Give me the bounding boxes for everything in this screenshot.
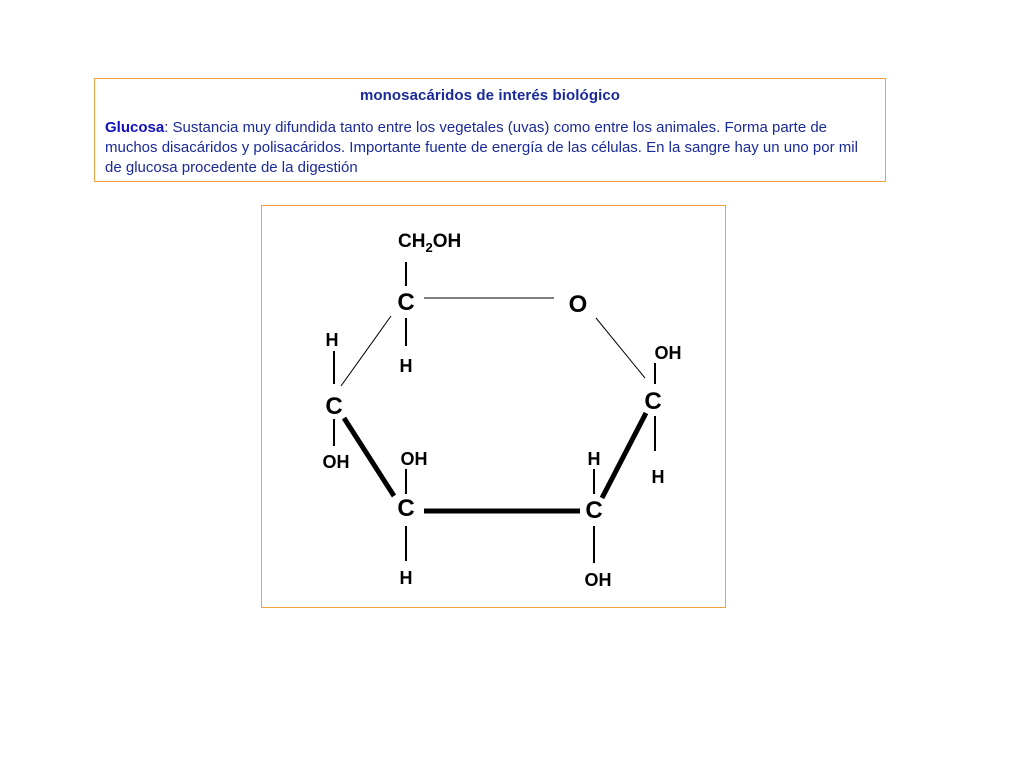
h1-label: H xyxy=(651,467,665,487)
c3-label: C xyxy=(397,495,415,522)
oh4-label: OH xyxy=(322,452,350,472)
info-box xyxy=(94,78,886,182)
h2-label: H xyxy=(587,449,601,469)
glucose-description: : Sustancia muy difundida tanto entre los vegetales (uvas) como entre los animales. Forma parte de muchos disacáridos y polisacáridos. Importante fuente de energía de las células. En la sangre hay un uno por mil de glucosa procedente de la digestión xyxy=(105,119,858,176)
c1-label: C xyxy=(644,388,662,415)
ring-oxygen-label: O xyxy=(568,291,588,318)
info-text xyxy=(105,118,873,178)
bond-c5-c4 xyxy=(341,316,391,386)
c2-label: C xyxy=(585,497,603,524)
glucose-structure-diagram xyxy=(261,205,726,608)
glucose-term: Glucosa xyxy=(105,119,165,136)
h3-label: H xyxy=(399,568,413,588)
oh3-label: OH xyxy=(400,449,428,469)
h5-label: H xyxy=(399,356,413,376)
bond-c2-c1 xyxy=(602,413,646,498)
bond-o-c1 xyxy=(596,318,645,378)
c4-label: C xyxy=(325,393,343,420)
oh2-label: OH xyxy=(584,570,612,590)
c5-label: C xyxy=(397,289,415,316)
ch2oh-label: $CH_2OH$ xyxy=(398,231,462,255)
oh1-label: OH xyxy=(654,343,682,363)
bond-c4-c3 xyxy=(344,418,394,496)
h4-label: H xyxy=(325,330,339,350)
glucose-ring-svg xyxy=(262,206,727,609)
info-title: monosacáridos de interés biológico xyxy=(359,87,621,104)
